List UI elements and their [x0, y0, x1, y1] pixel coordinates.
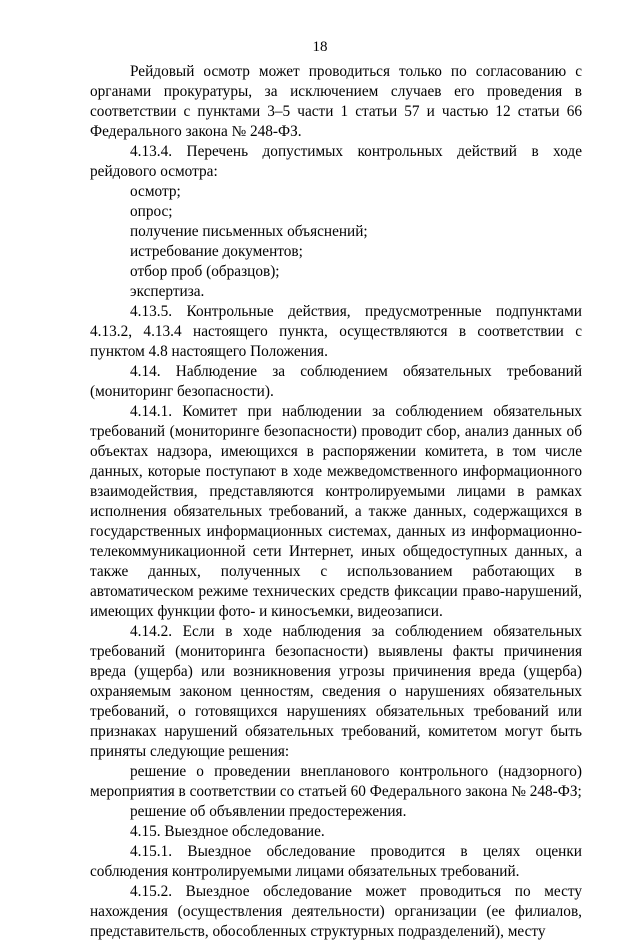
paragraph-4-14-1: 4.14.1. Комитет при наблюдении за соблюдением обязательных требований (мониторинге безопасности) проводит сбор, анализ данных об объектах надзора, имеющихся в распоряжении комитета, в том числе данных, которые поступают в ходе межведомственного информационного взаимодействия, представляются контролируемыми лицами в рамках исполнения обязательных требований, а также данных, содержащихся в государственных информационных системах, данных из информационно-телекоммуникационной сети Интернет, иных общедоступных данных, а также данных, полученных с использованием работающих в автоматическом режиме технических средств фиксации право-нарушений, имеющих функции фото- и киносъемки, видеозаписи.	[90, 403, 582, 620]
paragraph-4-13-5: 4.13.5. Контрольные действия, предусмотренные подпунктами 4.13.2, 4.13.4 настоящего пункта, осуществляются в соответствии с пунктом 4.8 настоящего Положения.	[90, 303, 582, 360]
page-number: 18	[312, 39, 328, 55]
list-item: истребование документов;	[130, 243, 303, 260]
control-actions-list	[90, 182, 582, 302]
paragraph-raid-inspection-approval: Рейдовый осмотр может проводиться только по согласованию с органами прокуратуры, за исключением случаев его проведения в соответствии с пунктами 3–5 части 1 статьи 57 и частью 12 статьи 66 Федерального закона № 248-ФЗ.	[90, 63, 582, 140]
paragraph-4-15-1: 4.15.1. Выездное обследование проводится в целях оценки соблюдения контролируемыми лицами обязательных требований.	[90, 843, 582, 880]
decision-unscheduled-inspection: решение о проведении внепланового контрольного (надзорного) мероприятия в соответствии со статьей 60 Федерального закона № 248-ФЗ;	[90, 763, 582, 800]
paragraph-4-14-2: 4.14.2. Если в ходе наблюдения за соблюдением обязательных требований (мониторинга безопасности) выявлены факты причинения вреда (ущерба) или возникновения угрозы причинения вреда (ущерба) охраняемым законом ценностям, сведения о нарушениях обязательных требований, о готовящихся нарушениях обязательных требований или признаках нарушений обязательных требований, комитетом могут быть приняты следующие решения:	[90, 623, 582, 760]
list-item: экспертиза.	[130, 283, 205, 300]
list-item: отбор проб (образцов);	[130, 263, 280, 280]
list-item: опрос;	[130, 203, 173, 220]
list-item: осмотр;	[130, 183, 181, 200]
paragraph-4-15-2: 4.15.2. Выездное обследование может проводиться по месту нахождения (осуществления деятельности) организации (ее филиалов, представительств, обособленных структурных подразделений), месту	[90, 883, 582, 940]
paragraph-4-15: 4.15. Выездное обследование.	[130, 823, 325, 840]
paragraph-4-14: 4.14. Наблюдение за соблюдением обязательных требований (мониторинг безопасности).	[90, 363, 582, 400]
paragraph-4-13-4: 4.13.4. Перечень допустимых контрольных действий в ходе рейдового осмотра:	[90, 143, 582, 180]
decision-warning: решение об объявлении предостережения.	[130, 803, 407, 820]
list-item: получение письменных объяснений;	[130, 223, 368, 240]
document-body	[90, 62, 582, 942]
